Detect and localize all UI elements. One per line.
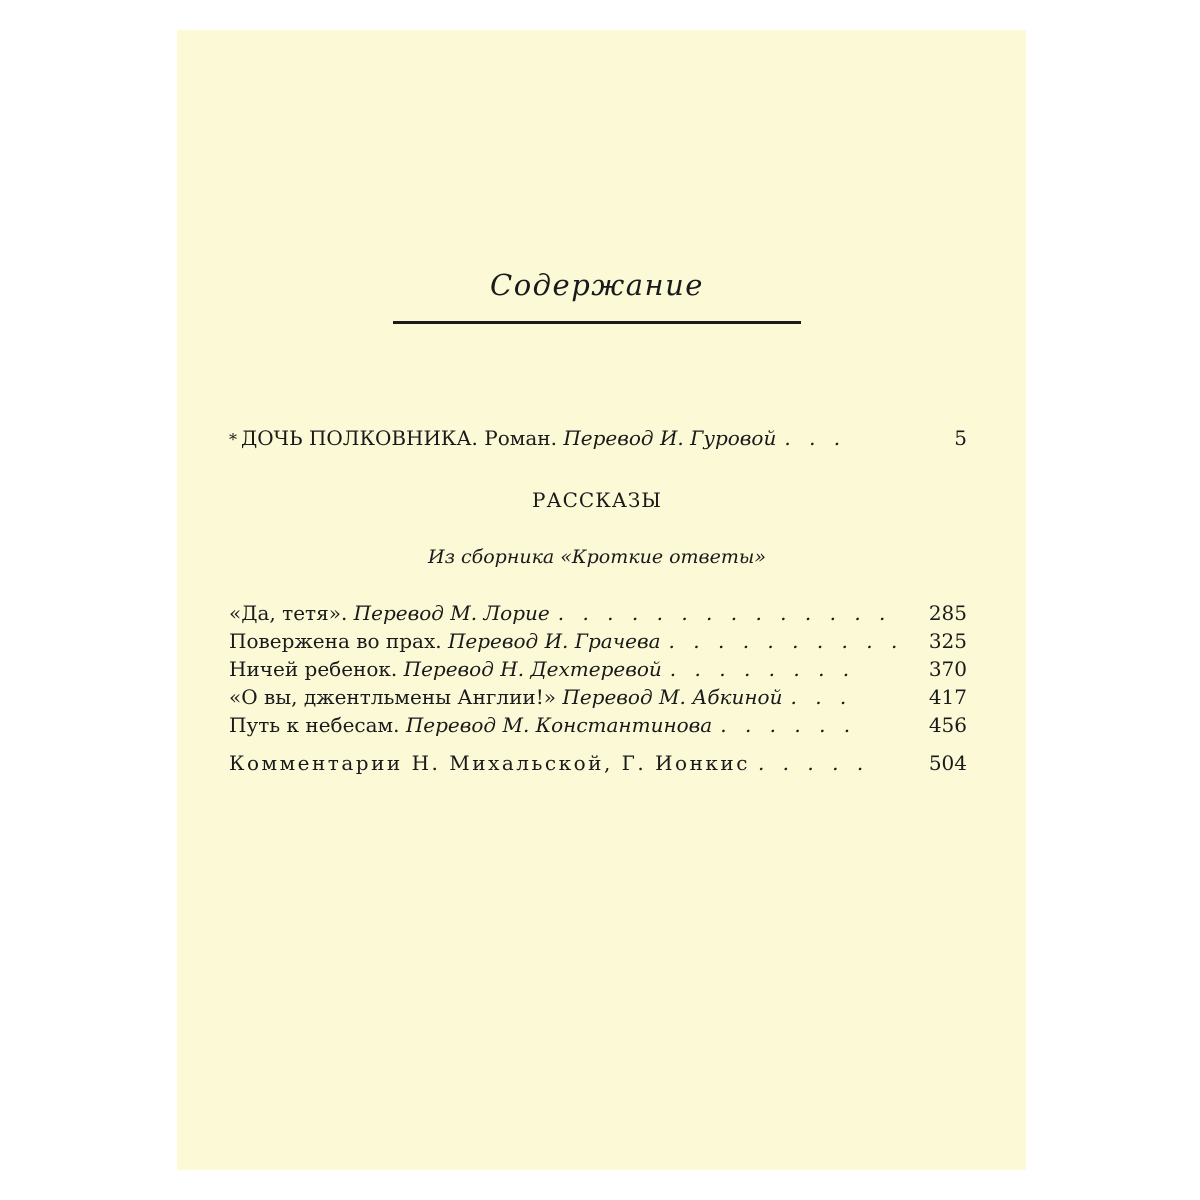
novel-title: ДОЧЬ ПОЛКОВНИКА. — [241, 426, 478, 450]
story-translator: Перевод М. Лорие — [353, 601, 550, 625]
story-title: «Да, тетя». — [229, 601, 348, 625]
page-number: 325 — [928, 629, 967, 653]
leader-dots: . . . . . — [757, 751, 870, 775]
story-title: «О вы, джентльмены Англии!» — [229, 685, 557, 709]
page-number: 417 — [928, 685, 967, 709]
leader-dots: . . . . . . . . — [669, 657, 856, 681]
toc-entry[interactable] — [229, 657, 967, 685]
leader-dots: . . . . . . . . . . — [668, 629, 904, 653]
page-number: 5 — [954, 426, 967, 450]
page-title: Содержание — [490, 268, 704, 302]
story-translator: Перевод М. Константинова — [405, 713, 713, 737]
title-rule — [393, 321, 801, 324]
toc-entry[interactable] — [229, 601, 967, 629]
page-number: 504 — [928, 751, 967, 775]
section-heading: РАССКАЗЫ — [532, 488, 662, 512]
story-translator: Перевод И. Грачева — [447, 629, 661, 653]
story-translator: Перевод Н. Дехтеревой — [403, 657, 662, 681]
page-number: 285 — [928, 601, 967, 625]
leader-dots: . . . . . . . . . . . . . . — [557, 601, 892, 625]
comments-title: Комментарии Н. Михальской, Г. Ионкис — [229, 751, 750, 775]
collection-heading: Из сборника «Кроткие ответы» — [428, 546, 766, 568]
story-translator: Перевод М. Абкиной — [562, 685, 783, 709]
story-title: Повержена во прах. — [229, 629, 442, 653]
book-page — [177, 30, 1026, 1170]
leader-dots: . . . . . . — [720, 713, 857, 737]
story-title: Ничей ребенок. — [229, 657, 398, 681]
toc-entry[interactable] — [229, 629, 967, 657]
toc-entry-novel[interactable] — [229, 426, 967, 454]
page-number: 456 — [928, 713, 967, 737]
leader-dots: . . . — [790, 685, 853, 709]
story-title: Путь к небесам. — [229, 713, 400, 737]
novel-translator: Перевод И. Гуровой — [563, 426, 777, 450]
novel-genre: Роман. — [484, 426, 557, 450]
asterisk-marker: * — [229, 430, 237, 449]
leader-dots: . . . — [784, 426, 847, 450]
toc-entry[interactable] — [229, 713, 967, 741]
page-number: 370 — [928, 657, 967, 681]
toc-entry-comments[interactable] — [229, 751, 967, 779]
toc-entry[interactable] — [229, 685, 967, 713]
